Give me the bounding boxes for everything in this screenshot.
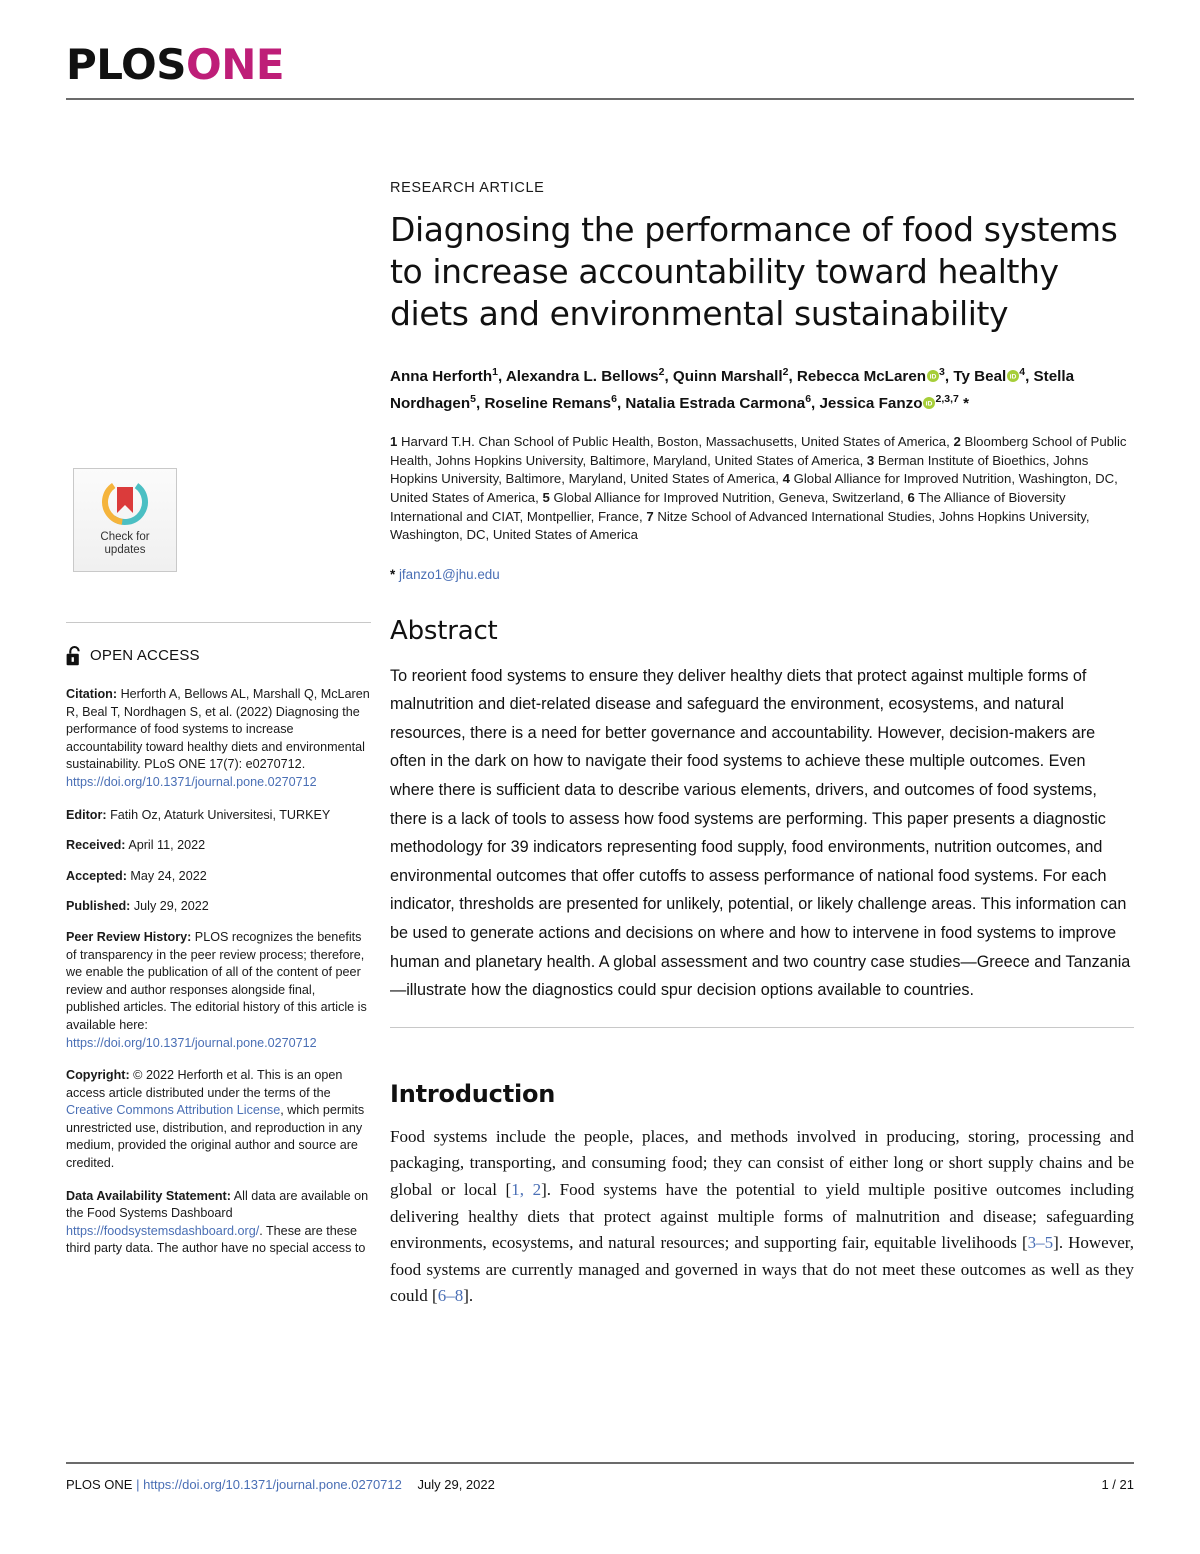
author-separator: , <box>497 368 506 386</box>
author-entry[interactable] <box>625 395 811 412</box>
citation-ref-2[interactable]: 3–5 <box>1027 1233 1054 1253</box>
orcid-icon[interactable] <box>923 397 935 409</box>
affiliation-number: 5 <box>542 489 550 505</box>
footer-separator: | <box>136 1477 140 1492</box>
affiliation-number: 2 <box>953 434 961 450</box>
crossmark-line2: updates <box>104 543 146 556</box>
received-date: April 11, 2022 <box>125 838 206 853</box>
author-entry[interactable] <box>506 368 665 385</box>
author-affiliation-ref: 5 <box>470 393 477 406</box>
author-name: Stella Nordhagen <box>390 368 1075 413</box>
svg-text:iD: iD <box>929 373 937 381</box>
citation-label: Citation: <box>66 687 118 701</box>
orcid-icon[interactable] <box>1007 370 1019 382</box>
affiliation-number: 3 <box>866 452 875 468</box>
accepted-block <box>66 868 371 886</box>
author-separator: , <box>616 395 626 413</box>
peer-review-label: Peer Review History: <box>66 929 192 944</box>
footer-doi-link[interactable]: https://doi.org/10.1371/journal.pone.0270712 <box>143 1477 402 1492</box>
author-separator: , <box>811 395 820 413</box>
citation-doi-link[interactable]: https://doi.org/10.1371/journal.pone.0270712 <box>66 774 317 789</box>
affiliation-number: 7 <box>646 508 654 524</box>
affiliation-list <box>390 433 1134 545</box>
author-separator: , <box>788 368 797 386</box>
author-separator: , <box>1025 368 1034 386</box>
journal-masthead <box>66 40 1134 100</box>
affiliation-text: Harvard T.H. Chan School of Public Health, Boston, Massachusetts, United States of America, <box>397 434 954 450</box>
author-separator: , <box>944 368 954 386</box>
data-availability-text-before: All data are available on the Food Systems Dashboard <box>66 1188 369 1221</box>
data-availability-block <box>66 1188 371 1258</box>
data-availability-label: Data Availability Statement: <box>66 1188 231 1203</box>
published-block <box>66 898 371 916</box>
author-separator: , <box>476 395 485 413</box>
affiliation-text: Global Alliance for Improved Nutrition, Geneva, Switzerland, <box>549 489 908 505</box>
page-number: 1 / 21 <box>1101 1477 1134 1492</box>
author-affiliation-ref: 4 <box>1019 366 1026 378</box>
crossmark-line1: Check for <box>100 531 150 543</box>
received-label: Received: <box>66 838 126 853</box>
citation-text: Herforth A, Bellows AL, Marshall Q, McLaren R, Beal T, Nordhagen S, et al. (2022) Diagnosing the performance of food systems to increase accountability toward healthy diets and environmental sustainability. PLoS ONE 17(7): e0270712. <box>66 687 370 772</box>
author-name: Quinn Marshall <box>672 368 783 386</box>
intro-text-4: ]. <box>463 1286 474 1306</box>
editor-label: Editor: <box>66 807 107 822</box>
author-affiliation-ref: 3 <box>939 366 945 378</box>
citation-ref-3[interactable]: 6–8 <box>437 1286 464 1306</box>
affiliation-number: 1 <box>390 434 398 450</box>
intro-text-2: ]. Food systems have the potential to yield multiple positive outcomes including delivering healthy diets that protect against multiple forms of malnutrition and disease; safeguarding environments, ecosystems, and natural resources; and supporting fair, equitable livelihoods [ <box>390 1180 1135 1253</box>
published-label: Published: <box>66 899 131 914</box>
author-name: Rebecca McLaren <box>796 368 927 386</box>
author-affiliation-ref: 6 <box>805 393 812 406</box>
affiliation-text: Bloomberg School of Public Health, Johns Hopkins University, Baltimore, Maryland, United States of America, <box>390 434 1127 468</box>
crossmark-badge-icon <box>99 476 151 528</box>
corresponding-email[interactable]: jfanzo1@jhu.edu <box>398 566 500 582</box>
crossmark-badge[interactable] <box>73 468 177 572</box>
accepted-date: May 24, 2022 <box>126 868 207 883</box>
author-separator: * <box>958 395 969 413</box>
author-affiliation-ref: 2 <box>782 366 789 378</box>
copyright-text-after: , which permits unrestricted use, distribution, and reproduction in any medium, provided the original author and source are credited. <box>66 1103 365 1171</box>
sidebar-divider <box>66 622 371 623</box>
introduction-heading: Introduction <box>390 1079 556 1108</box>
open-access-badge <box>66 645 371 666</box>
abstract-body: To reorient food systems to ensure they deliver healthy diets that protect against multiple forms of malnutrition and diet-related disease and safeguard the environment, ecosystems, and natural resources, there is a need for better governance and accountability. However, decision-makers are often in the dark on how to navigate their food systems to achieve these multiple outcomes. Even where there is sufficient data to describe various elements, drivers, and outcomes of food systems, there is a lack of tools to assess how food systems are performing. This paper presents a diagnostic methodology for 39 indicators representing food supply, food environments, nutrition outcomes, and environmental outcomes that offer cutoffs to assess performance of national food systems. For each indicator, thresholds are presented for unlikely, potential, or likely challenge areas. This information can be used to generate actions and decisions on where and how to intervene in food systems to improve human and planetary health. A global assessment and two country case studies—Greece and Tanzania—illustrate how the diagnostics could spur decision options available to countries. <box>390 666 1131 1000</box>
author-entry[interactable] <box>390 368 498 385</box>
article-title: Diagnosing the performance of food systems to increase accountability toward healthy diets and environmental sustainability <box>390 210 1118 333</box>
orcid-icon[interactable] <box>927 370 939 382</box>
masthead-divider <box>66 98 1134 100</box>
plos-one-logo[interactable] <box>66 40 1134 89</box>
author-name: Alexandra L. Bellows <box>505 368 659 386</box>
data-availability-text-after: . These are these third party data. The author have no special access to <box>66 1223 366 1256</box>
footer-journal-name: PLOS ONE <box>66 1477 133 1492</box>
author-name: Natalia Estrada Carmona <box>625 395 806 413</box>
author-name: Jessica Fanzo <box>819 395 923 413</box>
food-systems-dashboard-link[interactable]: https://foodsystemsdashboard.org/ <box>66 1223 260 1238</box>
received-block <box>66 837 371 855</box>
affiliation-text: Global Alliance for Improved Nutrition, Washington, DC, United States of America, <box>390 471 1118 505</box>
author-entry[interactable] <box>797 368 945 385</box>
author-entry[interactable] <box>484 395 616 412</box>
author-affiliation-ref: 1 <box>492 366 498 378</box>
affiliation-number: 6 <box>907 489 915 505</box>
peer-review-history-block <box>66 929 371 1052</box>
peer-review-link[interactable]: https://doi.org/10.1371/journal.pone.0270712 <box>66 1035 317 1050</box>
published-date: July 29, 2022 <box>130 899 209 914</box>
article-type-kicker: RESEARCH ARTICLE <box>390 180 545 196</box>
intro-text-1: Food systems include the people, places, and methods involved in producing, storing, processing and packaging, transporting, and consuming food; they can consist of either long or short supply chains and be global or local [ <box>390 1126 1134 1199</box>
crossmark-label <box>100 531 149 556</box>
author-name: Roseline Remans <box>484 395 612 413</box>
affiliation-text: Nitze School of Advanced International Studies, Johns Hopkins University, Washington, DC, United States of America <box>390 508 1090 543</box>
abstract-heading: Abstract <box>390 615 498 646</box>
article-sidebar <box>66 170 371 1273</box>
citation-ref-1[interactable]: 1, 2 <box>511 1180 542 1199</box>
affiliation-text: The Alliance of Bioversity International and CIAT, Montpellier, France, <box>390 489 1066 524</box>
author-entry[interactable] <box>673 368 789 385</box>
abstract-intro-divider <box>390 1027 1134 1028</box>
author-list <box>390 361 1134 415</box>
introduction-body <box>390 1124 1134 1310</box>
citation-block <box>66 686 371 792</box>
logo-plos-text: PLOS <box>66 40 187 89</box>
cc-license-link[interactable]: Creative Commons Attribution License <box>66 1103 281 1118</box>
author-affiliation-ref: 6 <box>611 393 617 406</box>
editor-block <box>66 807 371 825</box>
article-main <box>390 180 1134 1310</box>
page-footer <box>66 1462 1134 1492</box>
intro-text-3: ]. However, food systems are currently managed and governed in ways that do not meet these outcomes as well as they could [ <box>390 1233 1134 1306</box>
accepted-label: Accepted: <box>66 868 127 883</box>
footer-date: July 29, 2022 <box>417 1477 495 1492</box>
editor-text: Fatih Oz, Ataturk Universitesi, TURKEY <box>106 807 331 822</box>
affiliation-text: Berman Institute of Bioethics, Johns Hopkins University, Baltimore, Maryland, United States of America, <box>390 452 1089 487</box>
copyright-block <box>66 1067 371 1173</box>
author-entry[interactable] <box>953 368 1025 385</box>
logo-one-text: ONE <box>186 40 285 89</box>
svg-text:iD: iD <box>1009 373 1017 381</box>
author-name: Ty Beal <box>953 368 1007 386</box>
open-access-label: OPEN ACCESS <box>90 647 200 664</box>
copyright-text-before: © 2022 Herforth et al. This is an open access article distributed under the terms of the <box>66 1068 343 1100</box>
author-separator: , <box>664 368 673 386</box>
corresponding-star: * <box>390 566 396 582</box>
copyright-label: Copyright: <box>66 1068 130 1083</box>
author-name: Anna Herforth <box>390 368 493 386</box>
svg-text:iD: iD <box>926 400 933 408</box>
affiliation-number: 4 <box>782 471 790 487</box>
author-affiliation-ref: 2 <box>658 366 665 378</box>
author-entry[interactable] <box>819 395 958 412</box>
peer-review-text: PLOS recognizes the benefits of transparency in the peer review process; therefore, we enable the publication of all of the content of peer review and author responses alongside final, published articles. The editorial history of this article is available here: <box>66 929 367 1032</box>
author-affiliation-ref: 2,3,7 <box>935 393 959 406</box>
open-padlock-icon <box>66 645 83 666</box>
corresponding-author <box>390 567 1134 582</box>
footer-citation <box>66 1477 495 1492</box>
